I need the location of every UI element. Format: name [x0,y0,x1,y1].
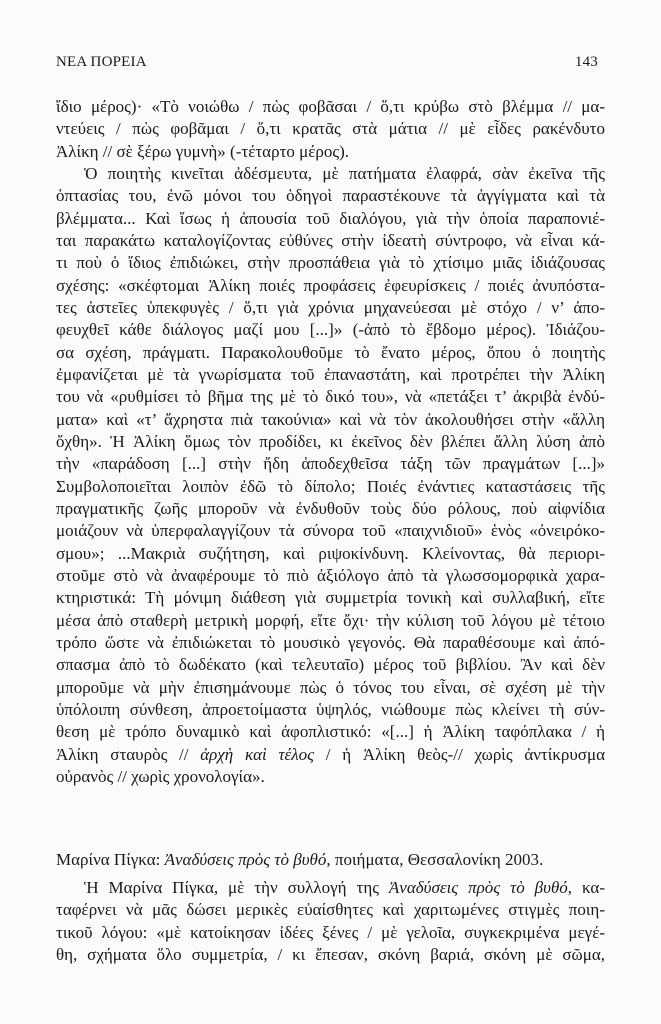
line-text: Ὁ ποιητὴς κινεῖται ἀδέσμευτα, μὲ πατήματα ἐλαφρά, σὰν ἐκεῖνα τῆς [84,163,605,183]
line-text: ταφέρνει νὰ μᾶς δώσει μερικὲς εὐαίσθητες καὶ χαριτωμένες στιγμὲς ποιη- [56,900,605,920]
line-text: κτηριστικά: Τὴ μόνιμη διάθεση γιὰ συμμετρία τονικὴ καὶ συλλαβική, εἴτε [56,588,605,608]
line-text: σμου»; ...Μακριὰ συζήτηση, καὶ ριψοκίνδυνη. Κλείνοντας, θὰ περιορι- [56,543,605,563]
line-text: Ἀλίκη // σὲ ξέρω γυμνὴ» (-τέταρτο μέρος). [56,141,350,161]
line-text: μποροῦμε νὰ μὴν ἐπισημάνουμε πὼς ὁ τόνος του εἶναι, σὲ σχέση μὲ τὴν [56,677,605,697]
text-line [56,96,605,118]
line-text: τι ποὺ ὁ ἴδιος ἐπιδιώκει, στὴν προσπάθεια γιὰ τὸ χτίσιμο μιᾶς ἰδιάζουσας [56,253,605,273]
line-text: τικοῦ λόγου: «μὲ κατοίκησαν ἰδέες ξένες / μὲ γελοῖα, συγκεκριμένα μεγέ- [56,922,605,942]
line-text: σπασμα ἀπὸ τὸ δωδέκατο (καὶ τελευταῖο) μέρος τοῦ βιβλίου. Ἂν καὶ δὲν [56,655,605,675]
text-line [56,520,605,542]
text-line [56,699,605,721]
text-line [56,431,605,453]
review-text-block [56,96,605,788]
line-text: Ἀλίκη σταυρὸς // [56,744,201,764]
line-text: βλέμματα... Καὶ ἴσως ἡ ἀπουσία τοῦ διαλόγου, γιὰ τὴν ὁποία παραπονιέ- [56,208,605,228]
text-line [56,141,605,163]
line-text: , κα- [567,878,605,897]
text-line [56,185,605,207]
line-text: ὀπτασίας του, ἐνῶ μόνοι του ὁδηγοὶ παραστέκουνε τὰ ἀγγίγματα καὶ τὰ [56,186,605,206]
text-line [56,654,605,676]
line-text: ντεύεις / πὼς φοβᾶμαι / ὅ,τι κρατᾶς στὰ μάτια // μὲ εἶδες ρακένδυτο [56,119,605,139]
running-head: ΝΕΑ ΠΟΡΕΙΑ [56,54,147,70]
text-line [56,877,605,899]
text-line [56,453,605,475]
text-line [56,230,605,252]
line-text: θη, σχήματα ὅλο συμμετρία, / κι ἔπεσαν, σκόνη βαριά, σκόνη μὲ σῶμα, [56,944,605,964]
book-details: , ποιήματα, Θεσσαλονίκη 2003. [326,850,544,869]
text-line [56,766,605,788]
text-line [56,721,605,743]
text-line [56,476,605,498]
line-text: τὴν «παράδοση [...] στὴν ἤδη ἀποδεχθεῖσα τάξη τῶν πραγμάτων [...]» [56,454,605,474]
line-text: μέσα ἀπὸ σταθερὴ μετρικὴ μορφή, εἴτε ὄχι· τὴν κύλιση τοῦ λόγου μὲ τέτοιο [56,610,605,630]
line-text: τρόπο ὥστε νὰ ἐπιδιώκεται τὸ μουσικὸ γεγονός. Θὰ παραθέσουμε καὶ ἀπό- [56,632,605,652]
book-author: Μαρίνα Πίγκα: [56,850,165,869]
line-text: ὑπόλοιπη σύνθεση, ἀπροετοίμαστα ὑψηλός, νιώθουμε πὼς κλείνει τὴ σύν- [56,699,605,719]
text-line [56,899,605,921]
page-number: 143 [574,54,598,70]
text-line [56,922,605,944]
line-text: σα σχέση, πράγματι. Παρακολουθοῦμε τὸ ἔνατο μέρος, ὅπου ὁ ποιητὴς [56,342,605,362]
text-line [56,386,605,408]
line-text: ἐμφανίζεται μὲ τὰ γνωρίσματα τοῦ ἐπαναστάτη, καὶ προτρέπει τὴν Ἀλίκη [56,364,605,384]
line-text: / ἡ Ἀλίκη θεὸς-// χωρὶς ἀντίκρυσμα [314,744,605,764]
line-text: ται παρακάτω καταλογίζοντας εὐθύνες στὴν ἰδεατὴ σύντροφο, νὰ εἶναι κά- [56,230,605,250]
text-line [56,342,605,364]
text-line [56,364,605,386]
italic-text: ἀρχὴ καὶ τέλος [200,744,315,764]
text-line [56,498,605,520]
line-text: φευχθεῖ κάθε διάλογος μαζί μου [...]» (-ἀπὸ τὸ ἕβδομο μέρος). Ἰδιάζου- [56,320,605,340]
text-line [56,118,605,140]
text-line [56,252,605,274]
line-text: ὄχθη». Ἡ Ἀλίκη ὅμως τὸν προδίδει, κι ἐκεῖνος δὲν βλέπει ἄλλη λύση ἀπὸ [56,431,605,451]
text-line [56,409,605,431]
text-line [56,744,605,766]
line-text: θεση μὲ τρόπο δυναμικὸ καὶ ἀφοπλιστικό: «[...] ἡ Ἀλίκη ταφόπλακα / ἡ [56,722,605,742]
line-text: οὐρανὸς // χωρὶς χρονολογία». [56,766,265,786]
text-line [56,163,605,185]
text-line [56,297,605,319]
line-text: Ἡ Μαρίνα Πίγκα, μὲ τὴν συλλογή της [84,878,389,897]
text-line [56,565,605,587]
text-line [56,275,605,297]
line-text: μοιάζουν νὰ ὑπερφαλαγγίζουν τὰ σύνορα τοῦ «παιχνιδιοῦ» ἑνὸς «ὀνειρόκο- [56,521,605,541]
text-line [56,208,605,230]
book-heading [56,849,543,871]
text-line [56,319,605,341]
text-line [56,610,605,632]
text-line [56,632,605,654]
italic-text: Ἀναδύσεις πρὸς τὸ βυθό [388,878,568,897]
line-text: τες ἀστεῖες ὑπεκφυγὲς / ὅ,τι γιὰ χρόνια μηχανεύεσαι μὲ στόχο / ν’ ἀπο- [56,297,605,317]
book-title: Ἀναδύσεις πρὸς τὸ βυθό [164,850,327,869]
text-line [56,677,605,699]
line-text: σχέσης: «σκέφτομαι Ἀλίκη ποιές προφάσεις ἐφευρίσκεις / ποιές ἀνυπόστα- [56,275,605,295]
line-text: πραγματικῆς ζωῆς μποροῦν νὰ ἐνδυθοῦν τοὺς δύο ρόλους, ποὺ αἰφνίδια [56,498,605,518]
text-line [56,543,605,565]
text-line [56,587,605,609]
line-text: στοῦμε στὸ νὰ ἀναφέρουμε τὸ πιὸ ἀξιόλογο ἀπὸ τὰ γλωσσομορφικὰ χαρα- [56,565,605,585]
line-text: Συμβολοποιεῖται λοιπὸν ἐδῶ τὸ δίπολο; Ποιές ἐνάντιες καταστάσεις τῆς [56,476,605,496]
line-text: του νὰ «ρυθμίσει τὸ βῆμα της μὲ τὸ δικό του», νὰ «πετάξει τ’ ἀκριβὰ ἐνδύ- [56,387,605,407]
review-2-block [56,877,605,966]
line-text: ματα» καὶ «τ’ ἄχρηστα πιὰ τακούνια» καὶ νὰ τὸν ἀκολουθήσει στὴν «ἄλλη [56,409,605,429]
text-line [56,944,605,966]
line-text: ἴδιο μέρος)· «Τὸ νοιώθω / πὼς φοβᾶσαι / ὅ,τι κρύβω στὸ βλέμμα // μα- [56,97,605,116]
